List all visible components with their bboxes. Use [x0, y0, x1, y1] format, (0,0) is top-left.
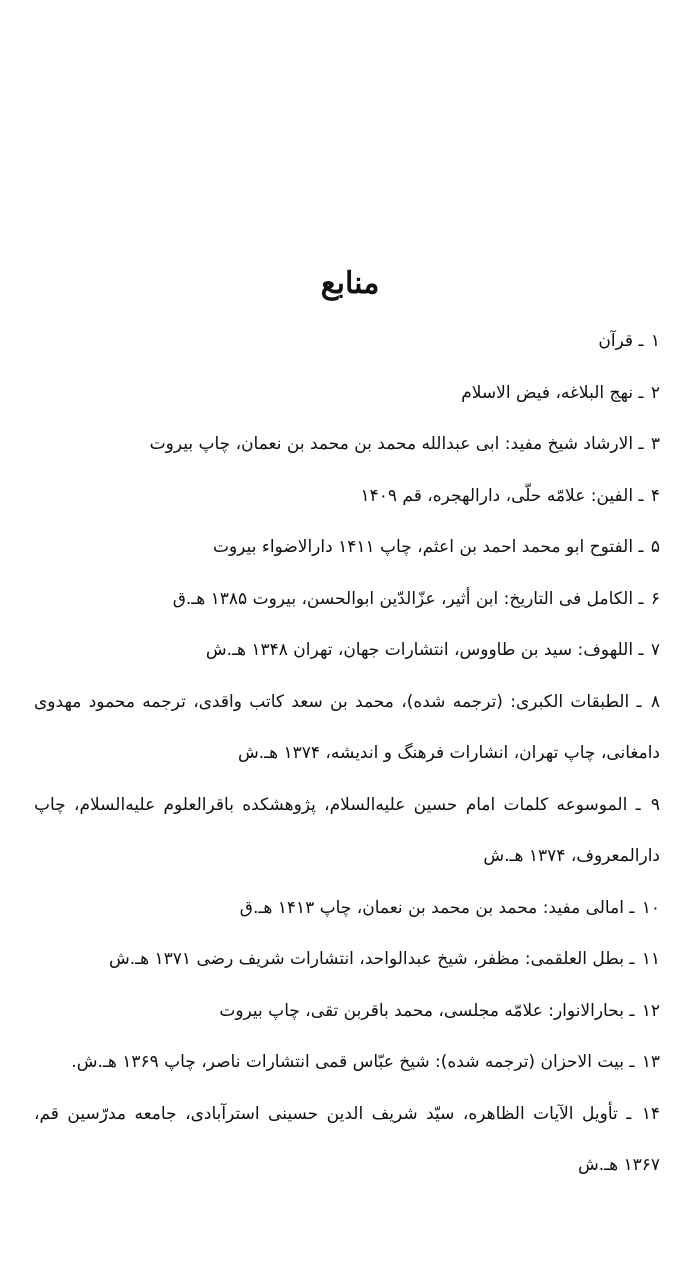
reference-number: ١٢ [641, 1000, 660, 1021]
reference-entry: ١۴ ـ تأویل الآیات الظاهره، سیّد شریف الدین حسینی استرآبادی، جامعه مدرّسین قم، ۱۳۶۷ هـ.ش [34, 1103, 660, 1175]
reference-text: اللهوف: سید بن طاووس، انتشارات جهان، تهران ۱۳۴۸ هـ.ش [205, 640, 634, 660]
reference-entry: ٢ ـ نهج البلاغه، فیض الاسلام [461, 382, 660, 403]
reference-entry: ١ ـ قرآن [598, 331, 660, 351]
reference-text: الکامل فی التاریخ: ابن أثیر، عزّالدّین ابوالحسن، بیروت ۱۳۸۵ هـ.ق [172, 588, 634, 609]
reference-text: امالی مفید: محمد بن محمد بن نعمان، چاپ ۱۴۱۳ هـ.ق [239, 897, 624, 918]
reference-text: نهج البلاغه، فیض الاسلام [461, 382, 634, 403]
page-title: منابع [320, 266, 380, 301]
reference-text: الارشاد شیخ مفید: ابی عبدالله محمد بن محمد بن نعمان، چاپ بیروت [149, 434, 634, 454]
reference-number: ١١ [641, 949, 660, 969]
reference-entry: ٧ ـ اللهوف: سید بن طاووس، انتشارات جهان، تهران ۱۳۴۸ هـ.ش [205, 640, 660, 660]
reference-entry: ٨ ـ الطبقات الکبری: (ترجمه شده)، محمد بن سعد کاتب واقدی، ترجمه محمود مهدوی دامغانی، چاپ تهران، انشارات فرهنگ و اندیشه، ۱۳۷۴ هـ.ش [34, 691, 660, 763]
reference-number: ٧ [650, 640, 660, 660]
reference-text: تأویل الآیات الظاهره، سیّد شریف الدین حسینی استرآبادی، جامعه مدرّسین قم، ۱۳۶۷ هـ.ش [34, 1103, 660, 1175]
reference-text: قرآن [598, 331, 634, 351]
reference-text: الطبقات الکبری: (ترجمه شده)، محمد بن سعد کاتب واقدی، ترجمه محمود مهدوی دامغانی، چاپ تهران، انشارات فرهنگ و اندیشه، ۱۳۷۴ هـ.ش [34, 691, 660, 763]
reference-entry: ۶ ـ الکامل فی التاریخ: ابن أثیر، عزّالدّین ابوالحسن، بیروت ۱۳۸۵ هـ.ق [172, 588, 660, 609]
reference-number: ٣ [650, 434, 660, 454]
reference-text: الموسوعه کلمات امام حسین علیه‌السلام، پژوهشکده باقرالعلوم علیه‌السلام، چاپ دارالمعروف، ۱۳۷۴ هـ.ش [34, 794, 660, 866]
reference-number: ۴ [650, 485, 660, 506]
reference-number: ١۴ [641, 1103, 660, 1124]
reference-entry: ١٣ ـ بیت الاحزان (ترجمه شده): شیخ عبّاس قمی انتشارات ناصر، چاپ ۱۳۶۹ هـ.ش. [71, 1052, 660, 1072]
reference-number: ١٣ [641, 1052, 660, 1072]
reference-entry: ١٠ ـ امالی مفید: محمد بن محمد بن نعمان، چاپ ۱۴۱۳ هـ.ق [239, 897, 660, 918]
reference-text: بیت الاحزان (ترجمه شده): شیخ عبّاس قمی انتشارات ناصر، چاپ ۱۳۶۹ هـ.ش. [71, 1052, 624, 1072]
reference-entry: ١١ ـ بطل العلقمی: مظفر، شیخ عبدالواحد، انتشارات شریف رضی ۱۳۷۱ هـ.ش [109, 949, 660, 969]
reference-entry: ٩ ـ الموسوعه کلمات امام حسین علیه‌السلام، پژوهشکده باقرالعلوم علیه‌السلام، چاپ دارالمعروف، ۱۳۷۴ هـ.ش [34, 794, 661, 866]
reference-text: الفتوح ابو محمد احمد بن اعثم، چاپ ۱۴۱۱ دارالاضواء بیروت [212, 537, 634, 557]
reference-number: ٢ [650, 382, 660, 403]
reference-number: ١ [650, 331, 660, 351]
reference-text: بطل العلقمی: مظفر، شیخ عبدالواحد، انتشارات شریف رضی ۱۳۷۱ هـ.ش [109, 949, 624, 969]
reference-number: ۶ [650, 588, 660, 609]
reference-text: الفین: علامّه حلّی، دارالهجره، قم ۱۴۰۹ [360, 485, 634, 506]
reference-number: ٩ [650, 794, 661, 815]
reference-entry: ٣ ـ الارشاد شیخ مفید: ابی عبدالله محمد بن محمد بن نعمان، چاپ بیروت [149, 434, 660, 454]
reference-entry: ١٢ ـ بحارالانوار: علامّه مجلسی، محمد باقربن تقی، چاپ بیروت [219, 1000, 660, 1021]
reference-list [34, 316, 660, 1192]
reference-number: ٨ [650, 691, 660, 712]
reference-number: ١٠ [641, 897, 660, 918]
reference-entry: ۵ ـ الفتوح ابو محمد احمد بن اعثم، چاپ ۱۴۱۱ دارالاضواء بیروت [212, 537, 660, 557]
reference-text: بحارالانوار: علامّه مجلسی، محمد باقربن تقی، چاپ بیروت [219, 1000, 624, 1021]
reference-entry: ۴ ـ الفین: علامّه حلّی، دارالهجره، قم ۱۴۰۹ [360, 485, 660, 506]
reference-number: ۵ [650, 537, 660, 557]
